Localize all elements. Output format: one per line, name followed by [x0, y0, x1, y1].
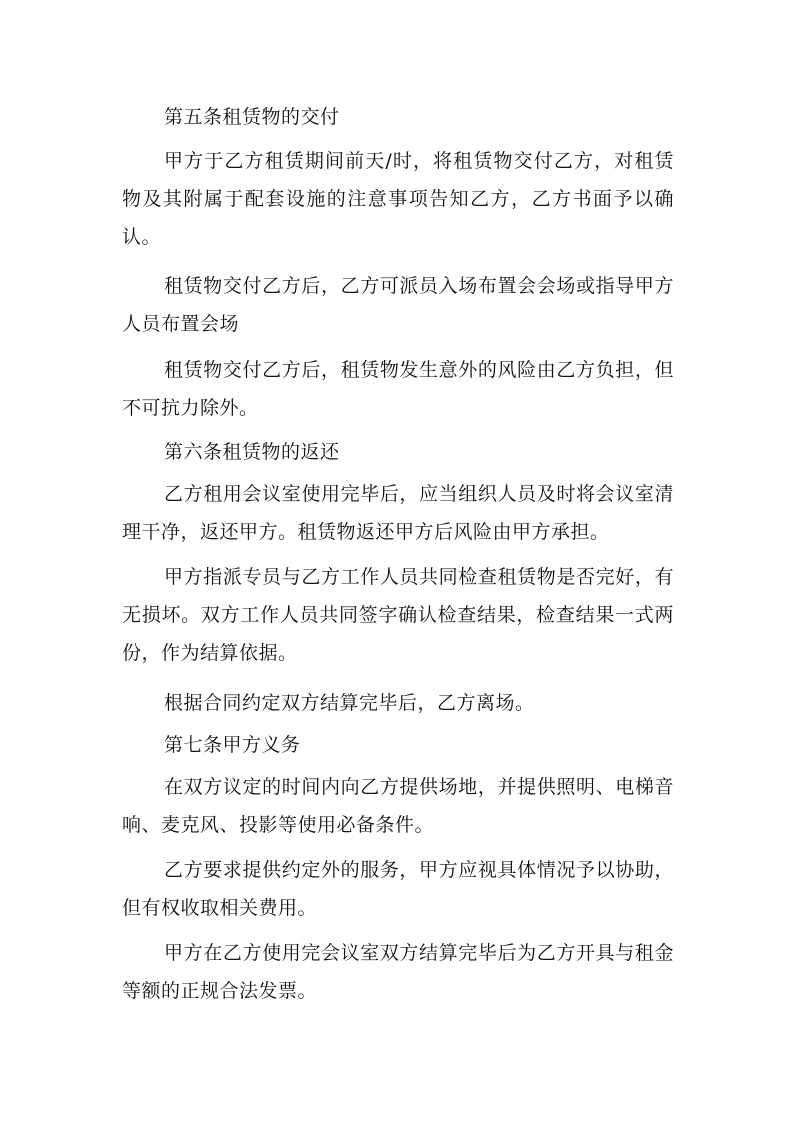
paragraph: 甲方在乙方使用完会议室双方结算完毕后为乙方开具与租金等额的正规合法发票。: [122, 942, 674, 1002]
paragraph: 根据合同约定双方结算完毕后，乙方离场。: [164, 692, 535, 714]
paragraph: 租赁物交付乙方后，租赁物发生意外的风险由乙方负担，但不可抗力除外。: [122, 359, 674, 419]
section-heading-6: 第六条租赁物的返还: [164, 441, 340, 463]
paragraph: 甲方于乙方租赁期间前天/时，将租赁物交付乙方，对租赁物及其附属于配套设施的注意事项告知乙方，乙方书面予以确认。: [122, 150, 674, 248]
section-heading-5: 第五条租赁物的交付: [164, 106, 340, 128]
section-heading-7: 第七条甲方义务: [164, 734, 301, 756]
paragraph: 乙方要求提供约定外的服务，甲方应视具体情况予以协助，但有权收取相关费用。: [122, 859, 674, 919]
paragraph: 甲方指派专员与乙方工作人员共同检查租赁物是否完好，有无损坏。双方工作人员共同签字确认检查结果，检查结果一式两份，作为结算依据。: [122, 566, 674, 664]
paragraph: 在双方议定的时间内向乙方提供场地，并提供照明、电梯音响、麦克风、投影等使用必备条件。: [122, 776, 674, 836]
paragraph: 乙方租用会议室使用完毕后，应当组织人员及时将会议室清理干净，返还甲方。租赁物返还甲方后风险由甲方承担。: [122, 483, 674, 543]
paragraph: 租赁物交付乙方后，乙方可派员入场布置会会场或指导甲方人员布置会场: [122, 275, 674, 335]
